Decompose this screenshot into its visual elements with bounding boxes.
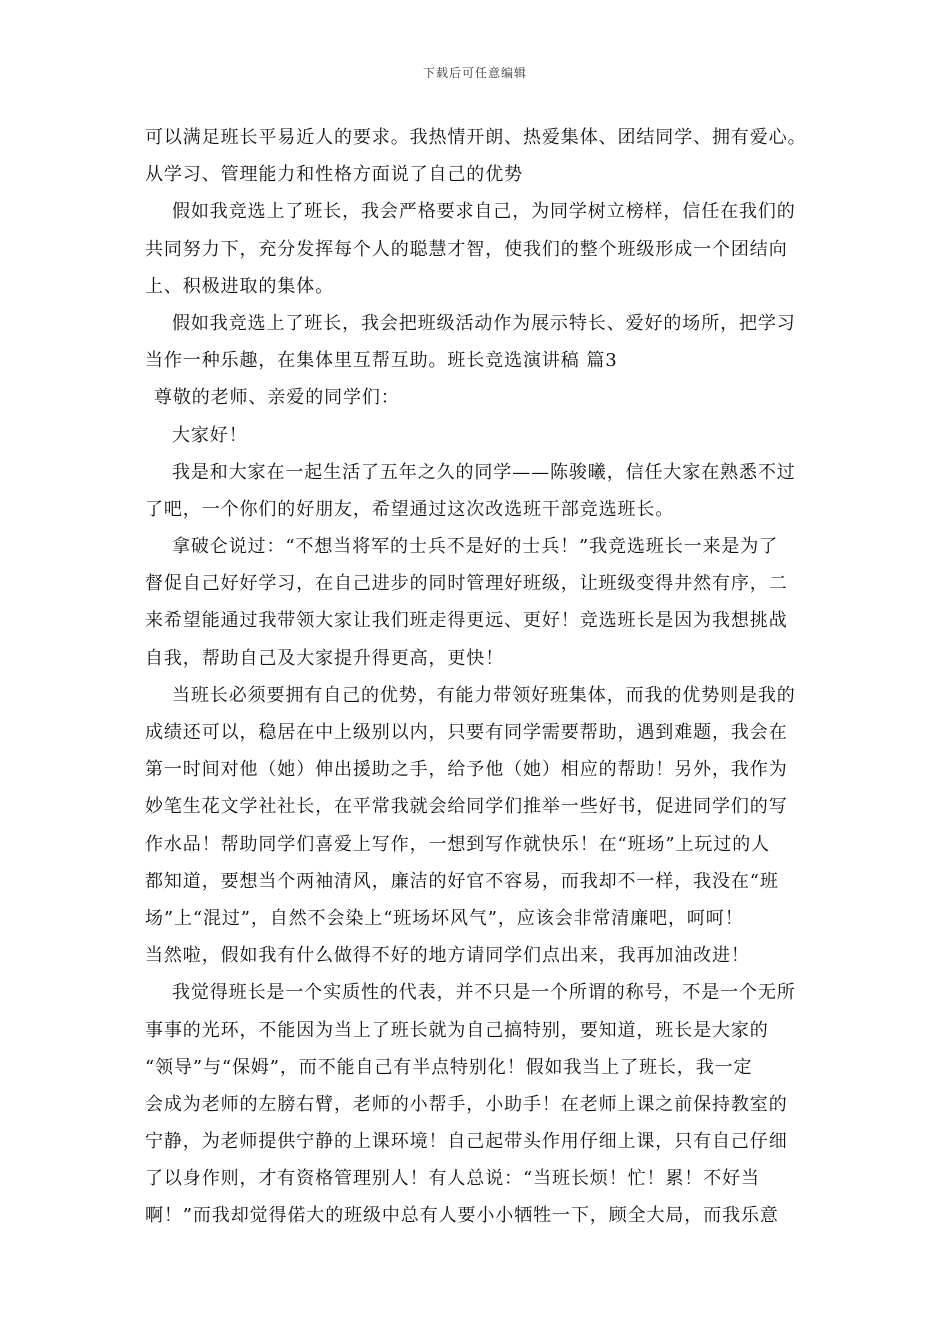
text-line: 当作一种乐趣，在集体里互帮互助。班长竞选演讲稿 篇3 [145, 350, 618, 372]
text-line: 了以身作则，才有资格管理别人！有人总说：“当班长烦！忙！累！不好当 [145, 1168, 760, 1190]
text-line: 我是和大家在一起生活了五年之久的同学——陈骏曦，信任大家在熟悉不过 [172, 461, 796, 483]
text-line: “领导”与“保姆”，而不能自己有半点特别化！假如我当上了班长，我一定 [145, 1056, 753, 1078]
text-line: 会成为老师的左膀右臂，老师的小帮手，小助手！在老师上课之前保持教室的 [145, 1093, 788, 1115]
text-line: 成绩还可以，稳居在中上级别以内，只要有同学需要帮助，遇到难题，我会在 [145, 722, 788, 743]
text-line: 作水品！帮助同学们喜爱上写作，一想到写作就快乐！在“班场”上玩过的人 [145, 833, 771, 855]
page-header: 下载后可任意编辑 [422, 66, 527, 80]
text-line: 假如我竞选上了班长，我会把班级活动作为展示特长、爱好的场所，把学习 [172, 312, 796, 334]
text-line: 啊！”而我却觉得偌大的班级中总有人要小小牺牲一下，顾全大局，而我乐意 [145, 1205, 779, 1227]
text-line: 当然啦，假如我有什么做得不好的地方请同学们点出来，我再加油改进！ [145, 945, 750, 967]
text-line: 督促自己好好学习，在自己进步的同时管理好班级，让班级变得井然有序，二 [145, 573, 788, 595]
text-line: 了吧，一个你们的好朋友，希望通过这次改选班干部竞选班长。 [145, 498, 675, 520]
text-line: 大家好！ [172, 424, 248, 446]
text-line: 我觉得班长是一个实质性的代表，并不只是一个所谓的称号，不是一个无所 [172, 982, 796, 1004]
text-line: 尊敬的老师、亲爱的同学们： [154, 387, 400, 409]
text-line: 拿破仑说过：“不想当将军的士兵不是好的士兵！”我竞选班长一来是为了 [172, 536, 779, 558]
text-line: 宁静，为老师提供宁静的上课环境！自己起带头作用仔细上课，只有自己仔细 [145, 1131, 788, 1153]
text-line: 妙笔生花文学社社长，在平常我就会给同学们推举一些好书，促进同学们的写 [145, 796, 788, 818]
text-line: 第一时间对他（她）伸出援助之手，给予他（她）相应的帮助！另外，我作为 [145, 759, 788, 781]
text-line: 可以满足班长平易近人的要求。我热情开朗、热爱集体、团结同学、拥有爱心。 [145, 127, 807, 148]
text-line: 来希望能通过我带领大家让我们班走得更远、更好！竞选班长是因为我想挑战 [145, 610, 788, 632]
document-body [145, 119, 810, 1235]
text-line: 当班长必须要拥有自己的优势，有能力带领好班集体，而我的优势则是我的 [172, 684, 796, 706]
text-line: 假如我竞选上了班长，我会严格要求自己，为同学树立榜样，信任在我们的 [172, 201, 796, 223]
text-line: 都知道，要想当个两袖清风，廉洁的好官不容易，而我却不一样，我没在“班 [145, 870, 779, 892]
text-line: 从学习、管理能力和性格方面说了自己的优势 [145, 164, 523, 186]
text-line: 共同努力下，充分发挥每个人的聪慧才智，使我们的整个班级形成一个团结向 [145, 238, 788, 260]
text-line: 场”上“混过”，自然不会染上“班场坏风气”，应该会非常清廉吧，呵呵！ [145, 907, 744, 929]
text-line: 事事的光环，不能因为当上了班长就为自己搞特别，要知道，班长是大家的 [145, 1019, 769, 1041]
text-line: 上、积极进取的集体。 [145, 275, 334, 297]
text-line: 自我，帮助自己及大家提升得更高，更快！ [145, 647, 505, 669]
